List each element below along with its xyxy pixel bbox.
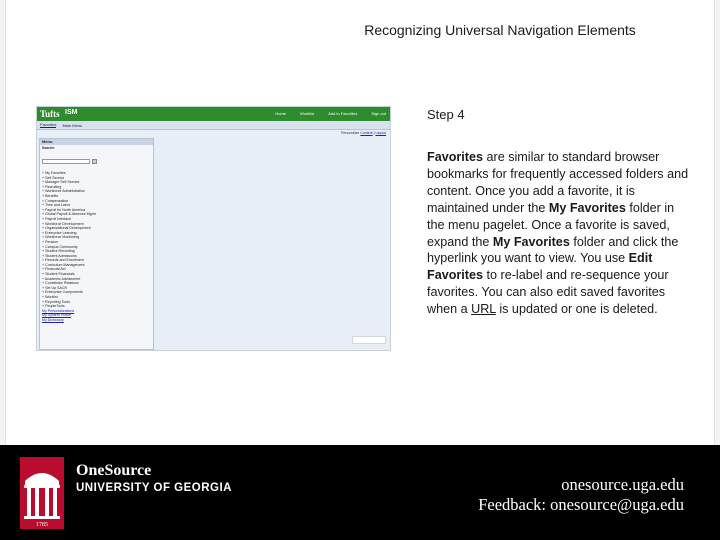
portal-tab-main-menu[interactable]: Main Menu <box>62 122 83 128</box>
footer-bar <box>0 445 720 540</box>
menu-item[interactable]: + PeopleTools <box>42 304 65 309</box>
menu-item[interactable]: + Self Service <box>42 175 65 180</box>
menu-item[interactable]: + Financial Aid <box>42 267 66 272</box>
menu-item[interactable]: + Workforce Administration <box>42 189 85 194</box>
menu-item[interactable]: + Student Recruiting <box>42 249 75 254</box>
personalize-layout-link[interactable]: Layout <box>375 131 386 135</box>
portal-logo-suffix: ISM <box>65 109 78 116</box>
menu-item[interactable]: + Set Up SACR <box>42 285 68 290</box>
menu-item[interactable]: + Contributor Relations <box>42 281 79 286</box>
step-description <box>427 149 689 318</box>
menu-search-label: Search: <box>42 146 55 150</box>
text-segment: are similar to standard browser bookmarks for frequently accessed folders and content. Once you add a favorite, it is maintained under the <box>427 150 689 215</box>
menu-item[interactable]: + Payroll for North America <box>42 207 86 212</box>
brand-name: OneSource <box>76 462 152 479</box>
portal-menu-pagelet <box>39 138 154 350</box>
menu-item[interactable]: + Records and Enrollment <box>42 258 84 263</box>
menu-item[interactable]: + Recruiting <box>42 184 62 189</box>
menu-item-list <box>40 169 153 325</box>
portal-logo: Tufts <box>40 109 60 119</box>
brand-university: UNIVERSITY OF GEORGIA <box>76 482 232 494</box>
favorite-link[interactable]: My Personalizations <box>42 308 75 313</box>
favorite-link[interactable]: My Dictionary <box>42 318 64 322</box>
menu-item[interactable]: + Workforce Monitoring <box>42 235 80 240</box>
portal-screenshot <box>36 106 391 351</box>
menu-item[interactable]: + Curriculum Management <box>42 262 85 267</box>
menu-item[interactable]: + Organizational Development <box>42 226 91 231</box>
menu-item[interactable]: + Time and Labor <box>42 203 71 208</box>
menu-item[interactable]: + Enterprise Components <box>42 290 83 295</box>
portal-tab-favorites[interactable]: Favorites <box>40 122 57 127</box>
portal-banner <box>37 107 390 121</box>
slide-title: Recognizing Universal Navigation Elements <box>364 22 636 38</box>
menu-item[interactable]: + Workforce Development <box>42 221 84 226</box>
uga-arch-logo-icon <box>20 457 64 529</box>
text-segment: to re-label and re-sequence your favorites. You can also edit saved favorites when a <box>427 268 669 317</box>
text-segment: is updated or one is deleted. <box>495 302 658 317</box>
personalize-label: Personalize <box>341 131 360 135</box>
menu-item[interactable]: + Campus Community <box>42 244 78 249</box>
slide-top-border <box>0 0 720 6</box>
menu-item[interactable]: + Student Admissions <box>42 253 77 258</box>
menu-item[interactable]: + Payroll Interface <box>42 216 72 221</box>
menu-item[interactable]: + My Favorites <box>42 171 66 175</box>
menu-item[interactable]: + Reporting Tools <box>42 299 71 304</box>
text-segment: folder in the menu pagelet. Once a favorite is saved, expand the <box>427 200 675 249</box>
term-my-favorites-2: My Favorites <box>492 234 570 249</box>
term-my-favorites: My Favorites <box>548 200 626 215</box>
personalize-content-link[interactable]: Content <box>360 131 373 135</box>
term-edit-favorites: Edit Favorites <box>427 251 653 283</box>
menu-item[interactable]: + Compensation <box>42 198 69 203</box>
text-segment: folder and click the hyperlink you want to view. You use <box>427 234 679 266</box>
menu-item[interactable]: + Worklist <box>42 295 58 300</box>
portal-nav-add-favorites[interactable]: Add to Favorites <box>328 111 358 116</box>
arch-year: 1785 <box>36 522 48 528</box>
menu-item[interactable]: + Enterprise Learning <box>42 230 77 235</box>
url-link[interactable]: URL <box>471 302 496 317</box>
menu-item[interactable]: + Manager Self Service <box>42 180 80 185</box>
menu-search-button[interactable] <box>92 159 97 164</box>
portal-nav-links <box>275 111 386 116</box>
portal-tabs <box>37 121 390 130</box>
portal-footer-box <box>352 336 386 344</box>
menu-item[interactable]: + Benefits <box>42 193 59 198</box>
portal-nav-home[interactable]: Home <box>275 111 287 116</box>
portal-personalize: Personalize Content | Layout <box>341 131 386 135</box>
portal-nav-sign-out[interactable]: Sign out <box>371 111 386 116</box>
footer-feedback-email[interactable]: Feedback: onesource@uga.edu <box>478 495 684 514</box>
footer-site-link[interactable]: onesource.uga.edu <box>561 475 684 494</box>
favorite-link[interactable]: My System Profile <box>42 313 71 318</box>
menu-item[interactable]: + Global Payroll & Absence Mgmt <box>42 212 96 217</box>
portal-nav-worklist[interactable]: Worklist <box>300 111 315 116</box>
menu-item[interactable]: + Academic Advisement <box>42 276 81 281</box>
menu-search-input[interactable] <box>42 159 90 164</box>
menu-item[interactable]: + Student Financials <box>42 272 75 277</box>
step-label: Step 4 <box>427 107 465 122</box>
menu-pagelet-title: Menu <box>40 139 153 145</box>
menu-item[interactable]: + Pension <box>42 239 59 244</box>
term-favorites: Favorites <box>427 150 483 164</box>
